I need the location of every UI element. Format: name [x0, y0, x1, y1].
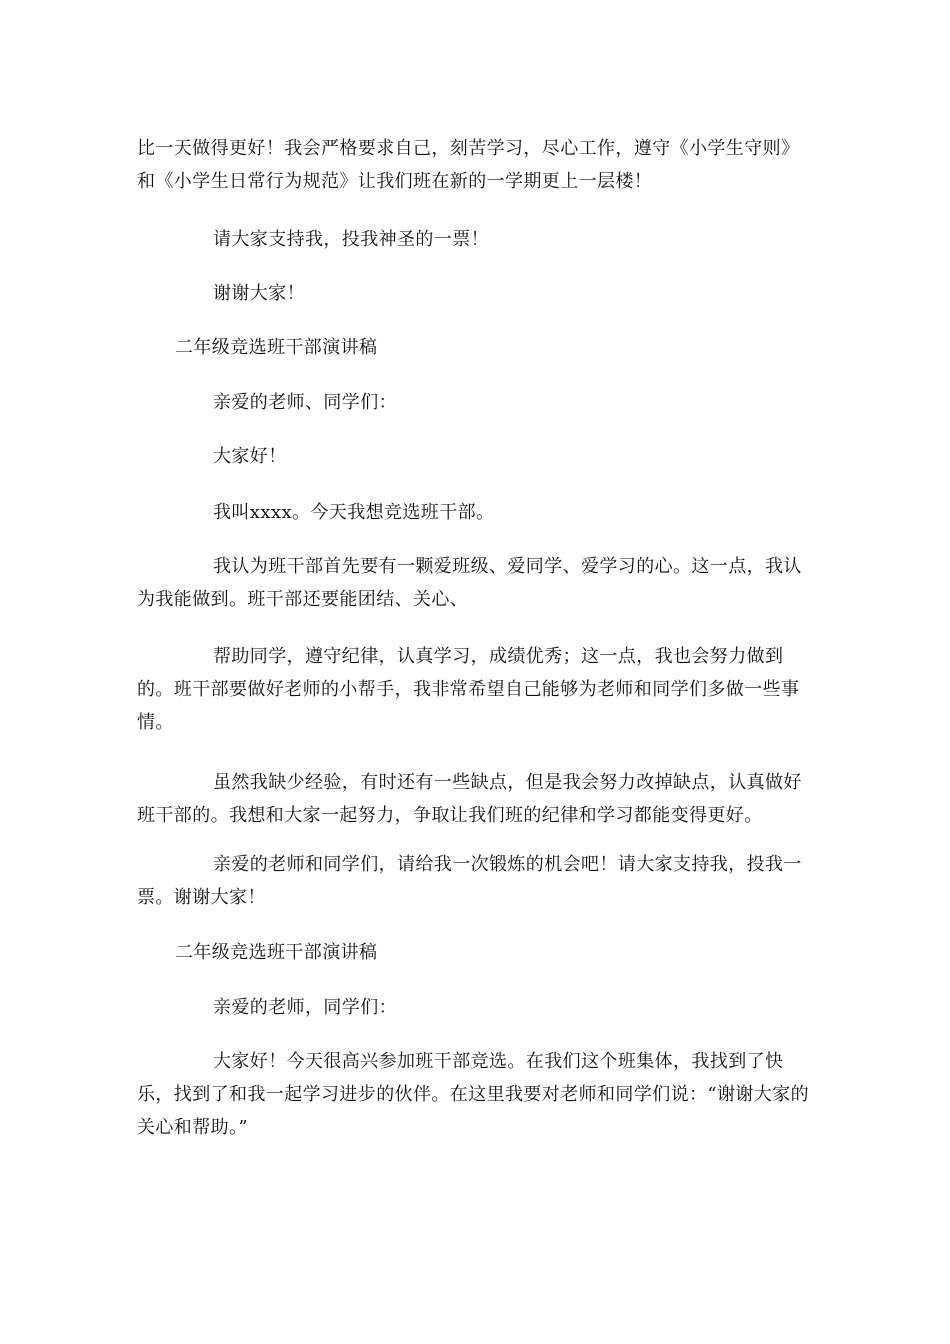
paragraph-greeting-2: 亲爱的老师，同学们： [213, 997, 397, 1018]
paragraph-vote-request: 请大家支持我，投我神圣的一票！ [213, 229, 489, 250]
paragraph-continuation: 比一天做得更好！我会严格要求自己，刻苦学习，尽心工作，遵守《小学生守则》和《小学生日常行为规范》让我们班在新的一学期更上一层楼！ [137, 138, 800, 192]
paragraph-thanks: 谢谢大家！ [213, 283, 305, 304]
paragraph-belief: 我认为班干部首先要有一颗爱班级、爱同学、爱学习的心。这一点，我认为我能做到。班干部还要能团结、关心、 [137, 556, 802, 610]
paragraph-greeting: 亲爱的老师、同学们： [213, 392, 397, 413]
section-heading-2: 二年级竞选班干部演讲稿 [175, 942, 378, 963]
paragraph-appeal: 亲爱的老师和同学们，请给我一次锻炼的机会吧！请大家支持我，投我一票。谢谢大家！ [137, 854, 802, 908]
paragraph-hello: 大家好！ [213, 446, 287, 467]
paragraph-opening: 大家好！今天很高兴参加班干部竞选。在我们这个班集体，我找到了快乐，找到了和我一起学习进步的伙伴。在这里我要对老师和同学们说：“谢谢大家的关心和帮助。” [137, 1051, 809, 1138]
paragraph-help: 帮助同学，遵守纪律，认真学习，成绩优秀；这一点，我也会努力做到的。班干部要做好老师的小帮手，我非常希望自己能够为老师和同学们多做一些事情。 [137, 646, 800, 733]
paragraph-intro: 我叫xxxx。今天我想竞选班干部。 [213, 502, 495, 523]
section-heading: 二年级竞选班干部演讲稿 [175, 337, 378, 358]
paragraph-experience: 虽然我缺少经验，有时还有一些缺点，但是我会努力改掉缺点，认真做好班干部的。我想和大家一起努力，争取让我们班的纪律和学习都能变得更好。 [137, 772, 802, 826]
